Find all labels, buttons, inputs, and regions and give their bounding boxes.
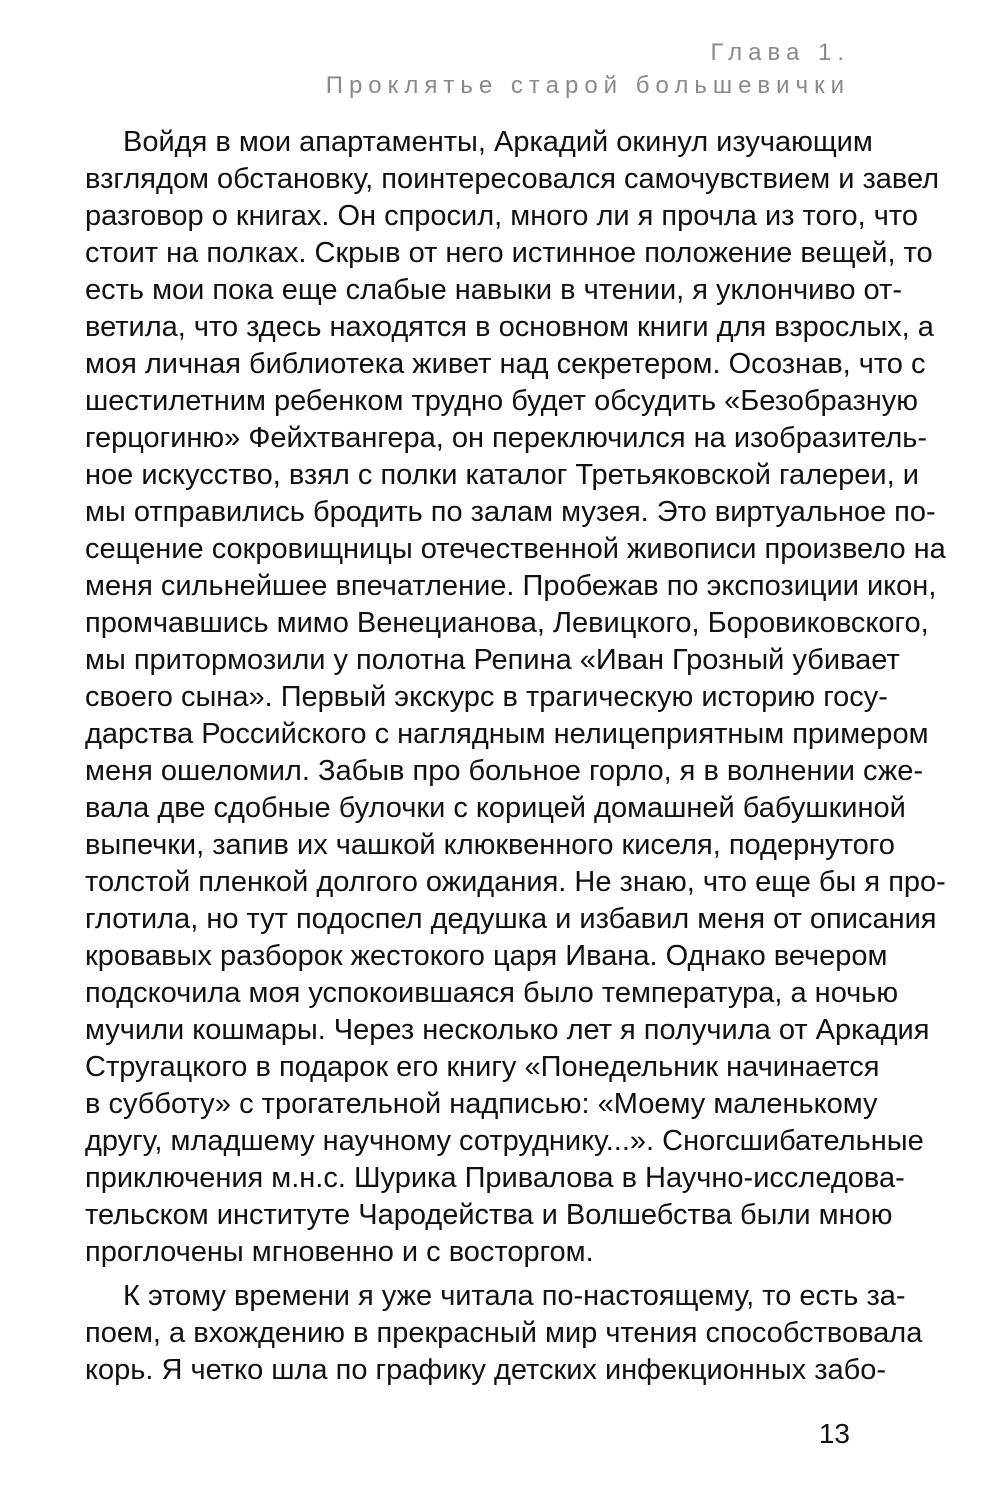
text-line: ветила, что здесь находятся в основном книги для взрослых, а	[85, 311, 934, 343]
text-line: толстой пленкой долгого ожидания. Не знаю, что еще бы я про-	[85, 866, 946, 898]
text-line: корь. Я четко шла по графику детских инфекционных забо-	[85, 1354, 887, 1386]
text-line: мучили кошмары. Через несколько лет я получила от Аркадия	[85, 1014, 930, 1046]
text-line: меня сильнейшее впечатление. Пробежав по экспозиции икон,	[85, 570, 937, 602]
text-line: подскочила моя успокоившаяся было температура, а ночью	[85, 977, 899, 1009]
page-number: 13	[818, 1418, 850, 1449]
text-line: герцогиню» Фейхтвангера, он переключился на изобразитель-	[85, 422, 928, 454]
text-line: проглочены мгновенно и с восторгом.	[85, 1236, 594, 1268]
text-line: есть мои пока еще слабые навыки в чтении, я уклончиво от-	[85, 274, 902, 306]
text-line: в субботу» с трогательной надписью: «Моему маленькому	[85, 1088, 878, 1120]
text-line: моя личная библиотека живет над секретером. Осознав, что с	[85, 348, 926, 380]
paragraph-gap	[85, 1271, 850, 1278]
text-line: мы отправились бродить по залам музея. Это виртуальное по-	[85, 496, 936, 528]
text-line: ное искусство, взял с полки каталог Третьяковской галереи, и	[85, 459, 919, 491]
running-header	[326, 36, 850, 102]
chapter-title: Проклятье старой большевички	[325, 72, 850, 99]
body-text	[85, 124, 946, 1389]
paragraph	[85, 124, 946, 1271]
text-line: шестилетним ребенком трудно будет обсудить «Безобразную	[85, 385, 918, 417]
text-line: промчавшись мимо Венецианова, Левицкого, Боровиковского,	[85, 607, 929, 639]
paragraph	[85, 1278, 923, 1389]
text-line: мы притормозили у полотна Репина «Иван Грозный убивает	[85, 644, 900, 676]
text-line: разговор о книгах. Он спросил, много ли я прочла из того, что	[85, 200, 918, 232]
text-line: поем, а вхождению в прекрасный мир чтения способствовала	[85, 1317, 923, 1349]
text-line: глотила, но тут подоспел дедушка и избавил меня от описания	[85, 903, 937, 935]
text-line: стоит на полках. Скрыв от него истинное положение вещей, то	[85, 237, 933, 269]
text-line: дарства Российского с наглядным нелицеприятным примером	[85, 718, 929, 750]
chapter-label: Глава 1.	[710, 39, 850, 66]
text-line: своего сына». Первый экскурс в трагическую историю госу-	[85, 681, 888, 713]
text-line: другу, младшему научному сотруднику...». Сногсшибательные	[85, 1125, 924, 1157]
text-line: вала две сдобные булочки с корицей домашней бабушкиной	[85, 792, 906, 824]
text-line: меня ошеломил. Забыв про больное горло, я в волнении сже-	[85, 755, 924, 787]
text-line: взглядом обстановку, поинтересовался самочувствием и завел	[85, 163, 940, 195]
text-line: выпечки, запив их чашкой клюквенного киселя, подернутого	[85, 829, 895, 861]
text-line: Войдя в мои апартаменты, Аркадий окинул изучающим	[123, 126, 873, 158]
text-line: Стругацкого в подарок его книгу «Понедельник начинается	[85, 1051, 880, 1083]
text-line: тельском институте Чародейства и Волшебства были мною	[85, 1199, 893, 1231]
text-line: приключения м.н.с. Шурика Привалова в Научно-исследова-	[85, 1162, 905, 1194]
text-line: К этому времени я уже читала по-настоящему, то есть за-	[123, 1280, 906, 1312]
text-line: сещение сокровищницы отечественной живописи произвело на	[85, 533, 946, 565]
text-line: кровавых разборок жестокого царя Ивана. Однако вечером	[85, 940, 888, 972]
